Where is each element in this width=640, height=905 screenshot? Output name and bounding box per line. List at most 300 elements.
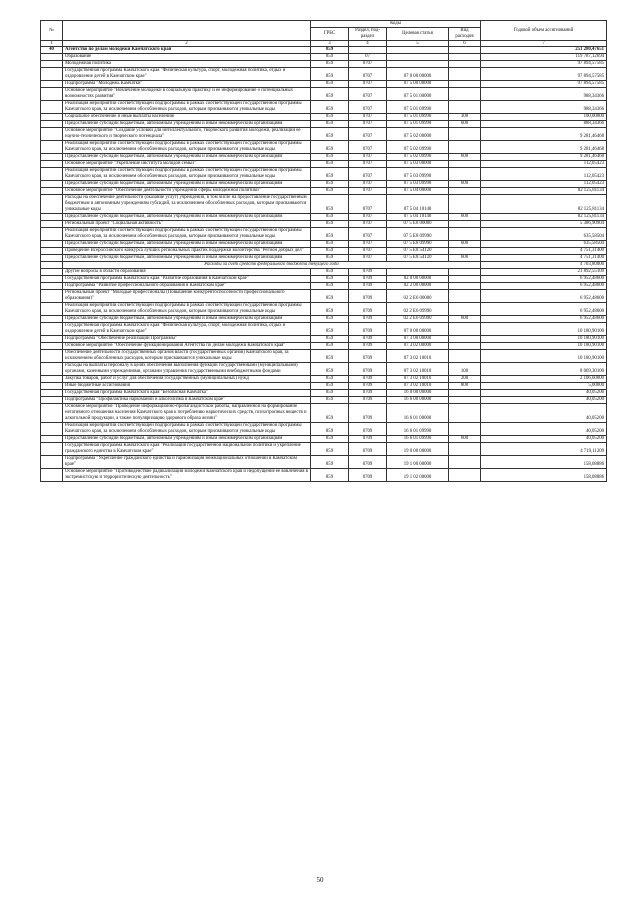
row-grbs: 859 bbox=[311, 350, 349, 363]
row-section: 0709 bbox=[349, 456, 387, 469]
table-row bbox=[41, 404, 607, 423]
table-row bbox=[41, 255, 607, 262]
row-name: Государственная программа Камчатского края "Развитие образования в Камчатском крае" bbox=[63, 276, 311, 283]
row-exp-type bbox=[449, 221, 481, 228]
row-exp-type: 100 bbox=[449, 363, 481, 376]
row-grbs: 859 bbox=[311, 114, 349, 121]
table-row bbox=[41, 436, 607, 443]
row-exp-type bbox=[449, 61, 481, 68]
row-grbs: 859 bbox=[311, 443, 349, 456]
row-grbs: 859 bbox=[311, 469, 349, 482]
row-grbs: 859 bbox=[311, 228, 349, 241]
row-grbs: 859 bbox=[311, 423, 349, 436]
row-grbs: 859 bbox=[311, 168, 349, 181]
row-target: 07 3 00 00000 bbox=[387, 336, 449, 343]
header-codes: Коды bbox=[311, 21, 481, 28]
row-target: 07 5 E8 00000 bbox=[387, 221, 449, 228]
row-section: 0709 bbox=[349, 423, 387, 436]
header-no: № bbox=[41, 21, 63, 41]
row-amount: 82 125,81134 bbox=[481, 195, 607, 214]
row-exp-type bbox=[449, 248, 481, 255]
table-row bbox=[41, 390, 607, 397]
row-number bbox=[41, 181, 63, 188]
row-number bbox=[41, 161, 63, 168]
col-number: 7 bbox=[481, 41, 607, 47]
row-exp-type bbox=[449, 81, 481, 88]
row-exp-type: 600 bbox=[449, 255, 481, 262]
row-amount: 6 952,48600 bbox=[481, 276, 607, 283]
row-name: Реализация мероприятий соответствующей подпрограммы в рамках соответствующей государственной программы Камчатского края, за исключением обособленных расходов, которым присваиваются уникальные коды bbox=[63, 228, 311, 241]
row-number bbox=[41, 383, 63, 390]
row-grbs: 859 bbox=[311, 128, 349, 141]
table-row bbox=[41, 276, 607, 283]
row-target: 02 2 E6 09990 bbox=[387, 316, 449, 323]
row-number bbox=[41, 188, 63, 195]
row-exp-type bbox=[449, 443, 481, 456]
table-row bbox=[41, 241, 607, 248]
table-row bbox=[41, 376, 607, 383]
table-row bbox=[41, 121, 607, 128]
row-number bbox=[41, 343, 63, 350]
row-exp-type bbox=[449, 88, 481, 101]
row-amount: 158,08886 bbox=[481, 456, 607, 469]
row-exp-type bbox=[449, 423, 481, 436]
row-amount: 158,08886 bbox=[481, 469, 607, 482]
row-name: Предоставление субсидий бюджетным, автономным учреждениям и иным некоммерческим организациям bbox=[63, 316, 311, 323]
row-exp-type bbox=[449, 276, 481, 283]
header-grbs: ГРБС bbox=[311, 28, 349, 41]
row-name: Реализация мероприятий соответствующей подпрограммы в рамках соответствующей государственной программы Камчатского края, за исключением обособленных расходов, которым присваиваются уникальные коды bbox=[63, 141, 311, 154]
row-target: 07 5 E8 54120 bbox=[387, 255, 449, 262]
row-amount: 100,00000 bbox=[481, 114, 607, 121]
row-amount: 2 106,60000 bbox=[481, 376, 607, 383]
row-amount: 9 281,46468 bbox=[481, 128, 607, 141]
row-exp-type bbox=[449, 195, 481, 214]
row-target: 07 3 02 10010 bbox=[387, 376, 449, 383]
row-name: Подпрограмма "Молодежь Камчатки" bbox=[63, 81, 311, 88]
table-row bbox=[41, 443, 607, 456]
row-number bbox=[41, 168, 63, 181]
row-amount: 9 281,46468 bbox=[481, 141, 607, 154]
row-amount: 888,34366 bbox=[481, 121, 607, 128]
row-number bbox=[41, 214, 63, 221]
row-section: 0709 bbox=[349, 404, 387, 423]
row-section: 0707 bbox=[349, 88, 387, 101]
row-name: Государственная программа Камчатского края "Реализация государственной национальной политики и укрепление гражданского единства в Камчатском крае" bbox=[63, 443, 311, 456]
row-section: 0707 bbox=[349, 161, 387, 168]
row-target: 07 5 02 09990 bbox=[387, 154, 449, 161]
row-exp-type bbox=[449, 228, 481, 241]
row-amount: 4 751,31400 bbox=[481, 255, 607, 262]
row-exp-type: 800 bbox=[449, 383, 481, 390]
row-grbs: 859 bbox=[311, 221, 349, 228]
table-row bbox=[41, 423, 607, 436]
row-name: Предоставление субсидий бюджетным, автономным учреждениям и иным некоммерческим организациям bbox=[63, 436, 311, 443]
row-grbs: 859 bbox=[311, 241, 349, 248]
row-exp-type bbox=[449, 397, 481, 404]
row-grbs: 859 bbox=[311, 188, 349, 195]
row-amount: 10 180,90100 bbox=[481, 323, 607, 336]
row-target: 19 1 00 00000 bbox=[387, 456, 449, 469]
row-grbs: 859 bbox=[311, 383, 349, 390]
row-target: 07 5 04 00000 bbox=[387, 188, 449, 195]
table-row bbox=[41, 214, 607, 221]
row-grbs: 859 bbox=[311, 390, 349, 397]
row-number bbox=[41, 443, 63, 456]
table-row bbox=[41, 168, 607, 181]
table-row bbox=[41, 343, 607, 350]
row-name: Подпрограмма "Профилактика наркомании и алкоголизма в Камчатском крае" bbox=[63, 397, 311, 404]
row-name: Основное мероприятие "Создание условий для интеллектуального, творческого развития молодежи, реализации ее научно-технического и творческого потенциала" bbox=[63, 128, 311, 141]
row-number bbox=[41, 88, 63, 101]
row-target: 02 2 00 00000 bbox=[387, 283, 449, 290]
row-grbs: 859 bbox=[311, 214, 349, 221]
row-amount: 97 894,57585 bbox=[481, 68, 607, 81]
row-name: Государственная программа Камчатского края "Физическая культура, спорт, молодежная политика, отдых и оздоровление детей в Камчатском крае" bbox=[63, 68, 311, 81]
row-grbs: 859 bbox=[311, 81, 349, 88]
row-section: 0707 bbox=[349, 168, 387, 181]
row-section: 0709 bbox=[349, 443, 387, 456]
row-target: 07 5 01 00000 bbox=[387, 88, 449, 101]
table-row bbox=[41, 161, 607, 168]
table-row bbox=[41, 141, 607, 154]
row-number bbox=[41, 221, 63, 228]
row-target: 16 6 00 00000 bbox=[387, 397, 449, 404]
row-exp-type bbox=[449, 141, 481, 154]
table-row bbox=[41, 336, 607, 343]
row-grbs: 859 bbox=[311, 121, 349, 128]
row-section: 0709 bbox=[349, 390, 387, 397]
table-row bbox=[41, 195, 607, 214]
row-number bbox=[41, 283, 63, 290]
row-name: Государственная программа Камчатского края "Физическая культура, спорт, молодежная политика, отдых и оздоровление детей в Камчатском крае" bbox=[63, 323, 311, 336]
row-name: Региональный проект "Социальная активность" bbox=[63, 221, 311, 228]
row-name: Агентство по делам молодежи Камчатского края bbox=[63, 47, 311, 54]
row-number bbox=[41, 128, 63, 141]
row-number bbox=[41, 323, 63, 336]
row-name: Предоставление субсидий бюджетным, автономным учреждениям и иным некоммерческим организациям bbox=[63, 121, 311, 128]
row-number bbox=[41, 423, 63, 436]
col-number: 3 bbox=[311, 41, 349, 47]
row-exp-type bbox=[449, 456, 481, 469]
header-exp-type: Вид расходов bbox=[449, 28, 481, 41]
row-amount: 10 180,90100 bbox=[481, 343, 607, 350]
row-target: 02 2 E6 00000 bbox=[387, 290, 449, 303]
row-section: 07 bbox=[349, 54, 387, 61]
row-name: Реализация мероприятий соответствующей подпрограммы в рамках соответствующей государственной программы Камчатского края, за исключением обособленных расходов, которым присваиваются уникальные коды bbox=[63, 423, 311, 436]
row-exp-type: 300 bbox=[449, 114, 481, 121]
row-number bbox=[41, 469, 63, 482]
row-number bbox=[41, 350, 63, 363]
row-name: Другие вопросы в области образования bbox=[63, 269, 311, 276]
table-row bbox=[41, 469, 607, 482]
budget-table bbox=[40, 20, 607, 482]
row-section: 0707 bbox=[349, 241, 387, 248]
row-amount: 40,05200 bbox=[481, 436, 607, 443]
row-name: Региональный проект "Молодые профессионалы (Повышение конкурентоспособности профессионального образования)" bbox=[63, 290, 311, 303]
row-exp-type: 600 bbox=[449, 436, 481, 443]
row-exp-type bbox=[449, 161, 481, 168]
row-grbs: 859 bbox=[311, 195, 349, 214]
row-section: 0707 bbox=[349, 188, 387, 195]
row-target bbox=[387, 269, 449, 276]
row-exp-type: 600 bbox=[449, 241, 481, 248]
row-section: 0707 bbox=[349, 114, 387, 121]
row-amount: 40,05200 bbox=[481, 390, 607, 397]
table-row bbox=[41, 316, 607, 323]
row-section: 0707 bbox=[349, 228, 387, 241]
row-number bbox=[41, 390, 63, 397]
table-row bbox=[41, 181, 607, 188]
table-row bbox=[41, 456, 607, 469]
row-target: 07 5 02 09990 bbox=[387, 141, 449, 154]
row-number bbox=[41, 255, 63, 262]
row-target bbox=[387, 47, 449, 54]
row-section: 0709 bbox=[349, 269, 387, 276]
row-target: 02 0 00 00000 bbox=[387, 276, 449, 283]
row-name: Проведение Всероссийского конкурса лучших региональных практик поддержки волонтерства "Регион добрых дел" bbox=[63, 248, 311, 255]
row-section: 0709 bbox=[349, 290, 387, 303]
row-amount: 112,05423 bbox=[481, 161, 607, 168]
row-name: Основное мероприятие "Укрепление института молодой семьи" bbox=[63, 161, 311, 168]
row-amount: 6 952,48600 bbox=[481, 316, 607, 323]
table-row bbox=[41, 262, 607, 269]
table-row bbox=[41, 383, 607, 390]
table-row bbox=[41, 61, 607, 68]
row-target: 07 5 E8 09990 bbox=[387, 241, 449, 248]
row-grbs: 859 bbox=[311, 397, 349, 404]
row-amount: 40,05200 bbox=[481, 404, 607, 423]
row-amount: 9 281,46468 bbox=[481, 154, 607, 161]
table-row bbox=[41, 101, 607, 114]
row-number bbox=[41, 436, 63, 443]
row-number bbox=[41, 404, 63, 423]
row-number bbox=[41, 397, 63, 404]
row-grbs: 859 bbox=[311, 276, 349, 283]
row-exp-type: 600 bbox=[449, 214, 481, 221]
row-target: 07 3 02 10010 bbox=[387, 383, 449, 390]
row-grbs: 859 bbox=[311, 404, 349, 423]
col-number: 4 bbox=[349, 41, 387, 47]
row-exp-type bbox=[449, 188, 481, 195]
row-grbs: 859 bbox=[311, 141, 349, 154]
row-grbs: 859 bbox=[311, 61, 349, 68]
row-target: 07 5 E8 54120 bbox=[387, 248, 449, 255]
row-grbs: 859 bbox=[311, 363, 349, 376]
row-name: Основное мероприятие "Обеспечение деятельности учреждений сферы молодежной политики" bbox=[63, 188, 311, 195]
table-row bbox=[41, 128, 607, 141]
row-amount: 10 180,90100 bbox=[481, 336, 607, 343]
row-exp-type: 600 bbox=[449, 316, 481, 323]
row-target: 07 5 02 00000 bbox=[387, 128, 449, 141]
row-number bbox=[41, 114, 63, 121]
table-row bbox=[41, 290, 607, 303]
row-grbs: 859 bbox=[311, 101, 349, 114]
row-name: Молодежная политика bbox=[63, 61, 311, 68]
row-section: 0709 bbox=[349, 316, 387, 323]
row-amount: 988,34366 bbox=[481, 101, 607, 114]
row-name: Реализация мероприятий соответствующей подпрограммы в рамках соответствующей государственной программы Камчатского края, за исключением обособленных расходов, которым присваиваются уникальные коды bbox=[63, 101, 311, 114]
row-exp-type bbox=[449, 68, 481, 81]
table-row bbox=[41, 154, 607, 161]
row-name: Предоставление субсидий бюджетным, автономным учреждениям и иным некоммерческим организациям bbox=[63, 154, 311, 161]
col-number: 6 bbox=[449, 41, 481, 47]
budget-sheet bbox=[40, 20, 606, 482]
row-amount: 10 180,90100 bbox=[481, 350, 607, 363]
row-section bbox=[349, 47, 387, 54]
row-target: 02 2 E6 09990 bbox=[387, 303, 449, 316]
row-name: Предоставление субсидий бюджетным, автономным учреждениям и иным некоммерческим организациям bbox=[63, 241, 311, 248]
table-row bbox=[41, 248, 607, 255]
table-row bbox=[41, 114, 607, 121]
row-amount: 112,05423 bbox=[481, 181, 607, 188]
row-target: 16 6 01 09990 bbox=[387, 436, 449, 443]
row-grbs: 859 bbox=[311, 336, 349, 343]
row-name: Закупка товаров, работ и услуг для обеспечения государственных (муниципальных) нужд bbox=[63, 376, 311, 383]
row-section: 0707 bbox=[349, 154, 387, 161]
row-grbs: 859 bbox=[311, 47, 349, 54]
row-exp-type bbox=[449, 128, 481, 141]
row-number bbox=[41, 248, 63, 255]
row-exp-type bbox=[449, 168, 481, 181]
col-number: 5 bbox=[387, 41, 449, 47]
header-amount: Годовой объем ассигнований bbox=[481, 21, 607, 41]
row-number bbox=[41, 262, 63, 269]
row-grbs: 859 bbox=[311, 323, 349, 336]
row-target: 16 6 01 09990 bbox=[387, 423, 449, 436]
row-exp-type bbox=[449, 323, 481, 336]
row-name: Расходы на выплаты персоналу в целях обеспечения выполнения функций государственными (муниципальными) органами, казенными учреждениями, органами управления государственными внебюджетными фондами bbox=[63, 363, 311, 376]
row-grbs: 859 bbox=[311, 376, 349, 383]
row-target: 16 6 01 00000 bbox=[387, 404, 449, 423]
row-target: 07 5 00 00000 bbox=[387, 81, 449, 88]
row-exp-type bbox=[449, 350, 481, 363]
row-name: Реализация мероприятий соответствующей подпрограммы в рамках соответствующей государственной программы Камчатского края, за исключением обособленных расходов, которым присваиваются уникальные коды bbox=[63, 303, 311, 316]
row-section: 0709 bbox=[349, 336, 387, 343]
row-name: Предоставление субсидий бюджетным, автономным учреждениям и иным некоммерческим организациям bbox=[63, 214, 311, 221]
row-amount: 6 952,48600 bbox=[481, 290, 607, 303]
row-name: Реализация мероприятий соответствующей подпрограммы в рамках соответствующей государственной программы Камчатского края, за исключением обособленных расходов, которым присваиваются уникальные коды bbox=[63, 168, 311, 181]
row-section: 0709 bbox=[349, 436, 387, 443]
row-section: 0709 bbox=[349, 383, 387, 390]
row-exp-type bbox=[449, 54, 481, 61]
table-row bbox=[41, 397, 607, 404]
row-section: 0709 bbox=[349, 397, 387, 404]
row-section: 0709 bbox=[349, 343, 387, 350]
row-name: Расходы на обеспечение деятельности (оказание услуг) учреждений, в том числе на предоставление государственным бюджетным и автономным учреждениям субсидий, за исключением обособленных расходов, которым присваиваются уникальные коды bbox=[63, 195, 311, 214]
row-section: 0707 bbox=[349, 195, 387, 214]
row-exp-type: 600 bbox=[449, 154, 481, 161]
row-number bbox=[41, 290, 63, 303]
table-row bbox=[41, 363, 607, 376]
row-name: Подпрограмма "Укрепление гражданского единства и гармонизация межнациональных отношений в Камчатском крае" bbox=[63, 456, 311, 469]
row-exp-type bbox=[449, 336, 481, 343]
row-target bbox=[387, 54, 449, 61]
row-name: Основное мероприятие "Вовлечение молодёжи в социальную практику и её информирование о потенциальных возможностях развития" bbox=[63, 88, 311, 101]
row-number bbox=[41, 269, 63, 276]
row-amount: 82 125,81134 bbox=[481, 214, 607, 221]
row-exp-type bbox=[449, 283, 481, 290]
row-number bbox=[41, 68, 63, 81]
row-number bbox=[41, 241, 63, 248]
row-section: 0707 bbox=[349, 128, 387, 141]
row-grbs: 859 bbox=[311, 316, 349, 323]
header-name bbox=[63, 21, 311, 41]
row-number bbox=[41, 316, 63, 323]
row-amount: 40,05200 bbox=[481, 397, 607, 404]
row-amount: 5,00000 bbox=[481, 383, 607, 390]
row-exp-type: 200 bbox=[449, 376, 481, 383]
row-target: 07 5 04 10140 bbox=[387, 195, 449, 214]
row-exp-type bbox=[449, 343, 481, 350]
row-amount: 112,05423 bbox=[481, 168, 607, 181]
row-number bbox=[41, 376, 63, 383]
table-row bbox=[41, 283, 607, 290]
row-name: Основное мероприятие "Проведение информационно-пропагандистской работы, направленной на формирование негативного отношения населения Камчатского края к потреблению наркотических средств, психотропных веществ и алкогольной продукции, а также популяризацию здорового образа жизни" bbox=[63, 404, 311, 423]
row-section: 0709 bbox=[349, 363, 387, 376]
row-amount: 40,05200 bbox=[481, 423, 607, 436]
row-grbs: 859 bbox=[311, 343, 349, 350]
row-section: 0707 bbox=[349, 221, 387, 228]
table-row bbox=[41, 303, 607, 316]
row-number bbox=[41, 228, 63, 241]
row-amount: 119 787,12694 bbox=[481, 54, 607, 61]
row-number bbox=[41, 363, 63, 376]
row-amount: 6 952,48600 bbox=[481, 303, 607, 316]
row-grbs: 859 bbox=[311, 154, 349, 161]
row-section: 0709 bbox=[349, 303, 387, 316]
row-name: Предоставление субсидий бюджетным, автономным учреждениям и иным некоммерческим организациям bbox=[63, 181, 311, 188]
row-amount: 97 894,57585 bbox=[481, 61, 607, 68]
row-section: 0709 bbox=[349, 323, 387, 336]
row-target: 07 3 02 10010 bbox=[387, 363, 449, 376]
row-grbs: 859 bbox=[311, 88, 349, 101]
row-exp-type bbox=[449, 269, 481, 276]
row-amount: 6 952,48600 bbox=[481, 283, 607, 290]
row-exp-type bbox=[449, 469, 481, 482]
row-target: 07 5 04 10140 bbox=[387, 214, 449, 221]
row-number bbox=[41, 303, 63, 316]
row-exp-type bbox=[449, 404, 481, 423]
row-section: 0707 bbox=[349, 61, 387, 68]
row-section: 0709 bbox=[349, 350, 387, 363]
row-name: Подпрограмма "Обеспечение реализации Программы" bbox=[63, 336, 311, 343]
row-number bbox=[41, 54, 63, 61]
table-row bbox=[41, 81, 607, 88]
row-number bbox=[41, 276, 63, 283]
row-number bbox=[41, 121, 63, 128]
row-amount: 4 719,11209 bbox=[481, 443, 607, 456]
row-number bbox=[41, 101, 63, 114]
row-grbs: 859 bbox=[311, 456, 349, 469]
row-number bbox=[41, 154, 63, 161]
row-exp-type: 600 bbox=[449, 121, 481, 128]
row-amount: 5 386,90904 bbox=[481, 221, 607, 228]
row-grbs: 859 bbox=[311, 255, 349, 262]
row-grbs: 859 bbox=[311, 248, 349, 255]
row-grbs: 859 bbox=[311, 54, 349, 61]
row-target: 07 5 03 09990 bbox=[387, 168, 449, 181]
col-number: 2 bbox=[63, 41, 311, 47]
header-row-1 bbox=[41, 21, 607, 28]
table-row bbox=[41, 350, 607, 363]
col-number: 1 bbox=[41, 41, 63, 47]
table-row bbox=[41, 88, 607, 101]
row-target: 19 0 00 00000 bbox=[387, 443, 449, 456]
row-section: 0707 bbox=[349, 255, 387, 262]
row-amount: 4 703,80000 bbox=[481, 262, 607, 269]
row-number bbox=[41, 81, 63, 88]
